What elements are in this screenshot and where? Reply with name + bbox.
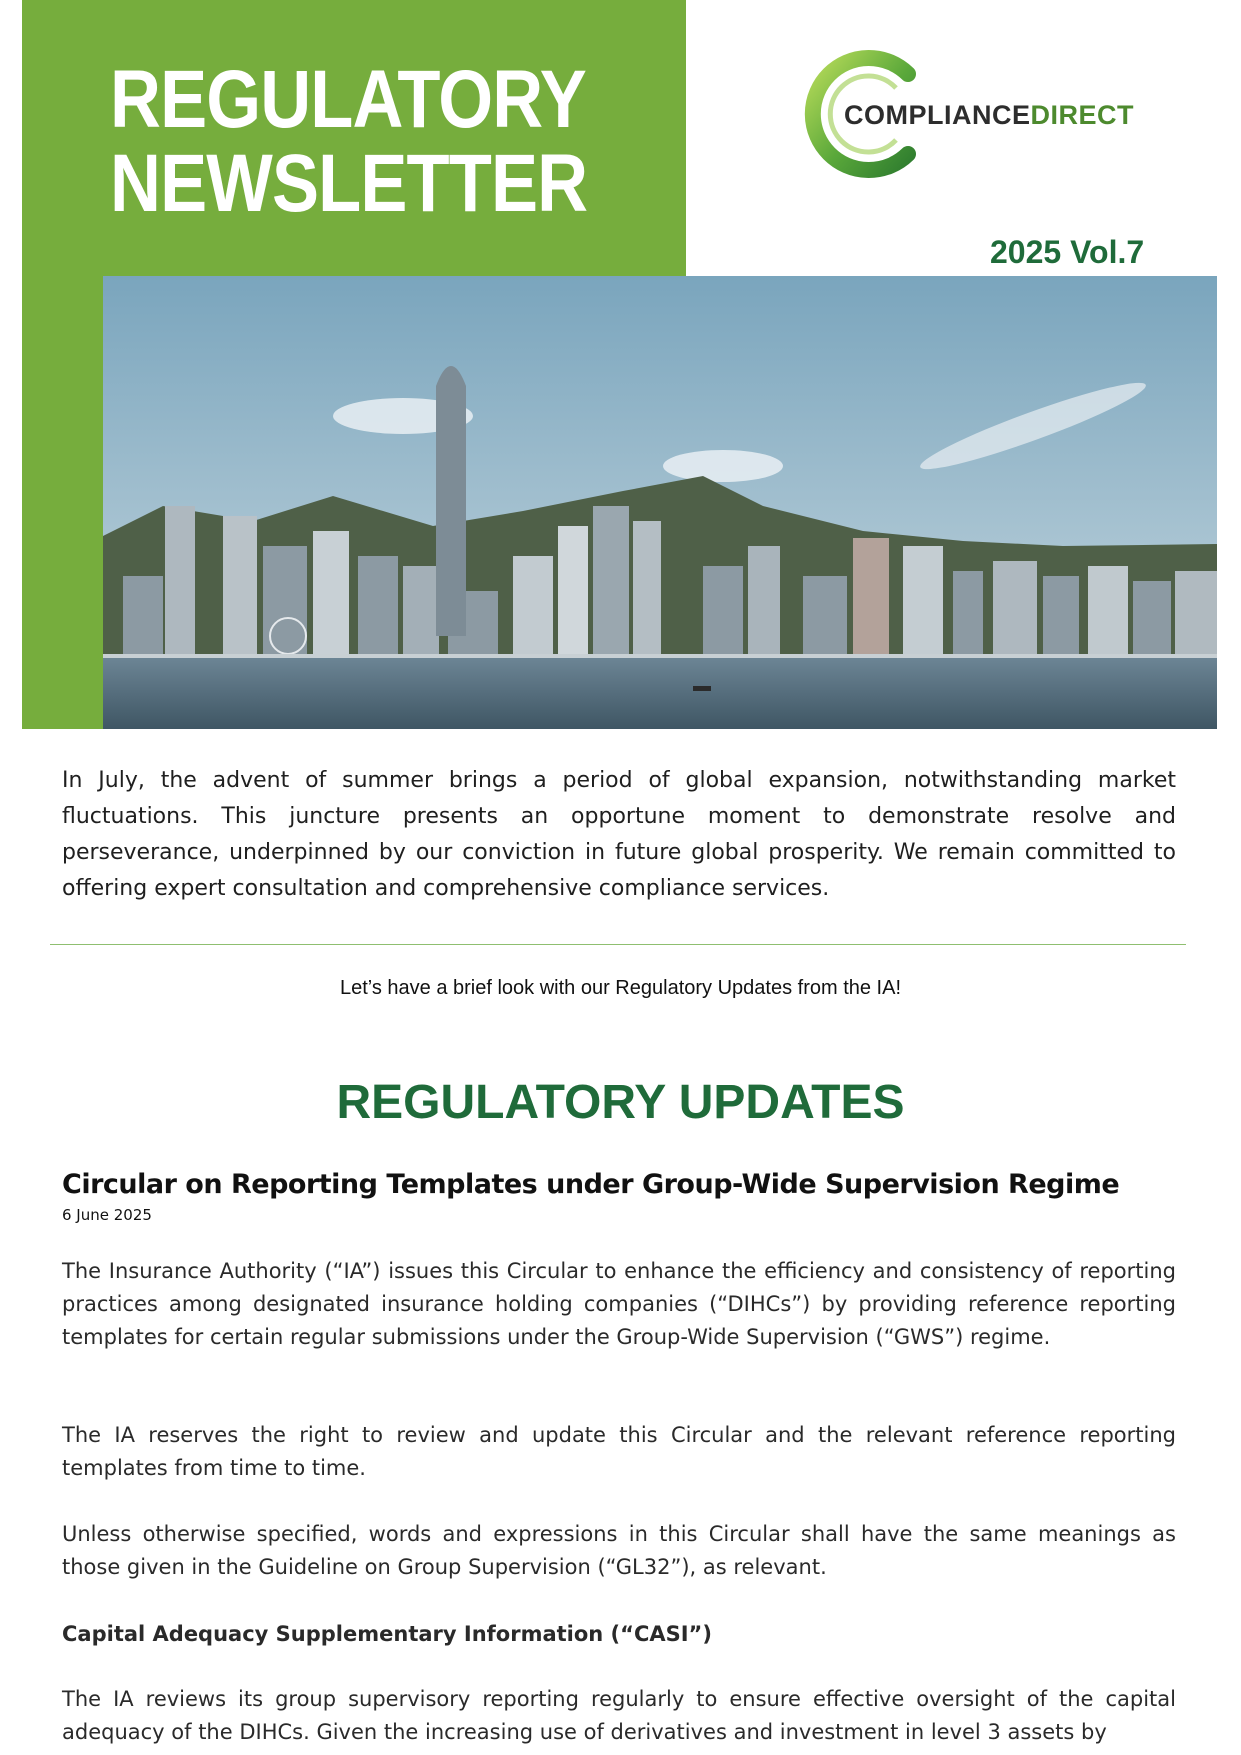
logo-wordmark	[844, 100, 1134, 131]
section-divider	[50, 944, 1186, 945]
article-subheading: Capital Adequacy Supplementary Information (“CASI”)	[62, 1622, 712, 1646]
intro-paragraph: In July, the advent of summer brings a period of global expansion, notwithstanding market fluctuations. This juncture presents an opportune moment to demonstrate resolve and perseverance, underpinned by our conviction in future global prosperity. We remain committed to offering expert consultation and comprehensive compliance services.	[62, 768, 1176, 901]
article-paragraph: Unless otherwise specified, words and expressions in this Circular shall have the same meanings as those given in the Guideline on Group Supervision (“GL32”), as relevant.	[62, 1522, 1176, 1579]
lead-text: Let’s have a brief look with our Regulatory Updates from the IA!	[339, 977, 902, 999]
title-line-1: REGULATORY	[110, 54, 586, 145]
section-title: REGULATORY UPDATES	[336, 1076, 905, 1129]
newsletter-title	[110, 54, 588, 229]
article-date: 6 June 2025	[62, 1206, 152, 1224]
article-title: Circular on Reporting Templates under Group-Wide Supervision Regime	[62, 1169, 1120, 1200]
logo-text-compliance: COMPLIANCE	[844, 100, 1031, 130]
article-paragraph: The IA reserves the right to review and update this Circular and the relevant reference reporting templates from time to time.	[62, 1423, 1176, 1480]
city-skyline-photo	[103, 276, 1217, 729]
article-paragraph: The IA reviews its group supervisory reporting regularly to ensure effective oversight of the capital adequacy of the DIHCs. Given the increasing use of derivatives and investment in level 3 assets by	[62, 1687, 1176, 1744]
logo-text-direct: DIRECT	[1030, 100, 1134, 130]
compliance-direct-logo	[800, 48, 1200, 180]
article-paragraph: The Insurance Authority (“IA”) issues this Circular to enhance the efficiency and consistency of reporting practices among designated insurance holding companies (“DIHCs”) by providing reference reporting templates for certain regular submissions under the Group-Wide Supervision (“GWS”) regime.	[62, 1259, 1176, 1349]
volume-label: 2025 Vol.7	[990, 234, 1145, 270]
title-line-2: NEWSLETTER	[110, 138, 588, 229]
